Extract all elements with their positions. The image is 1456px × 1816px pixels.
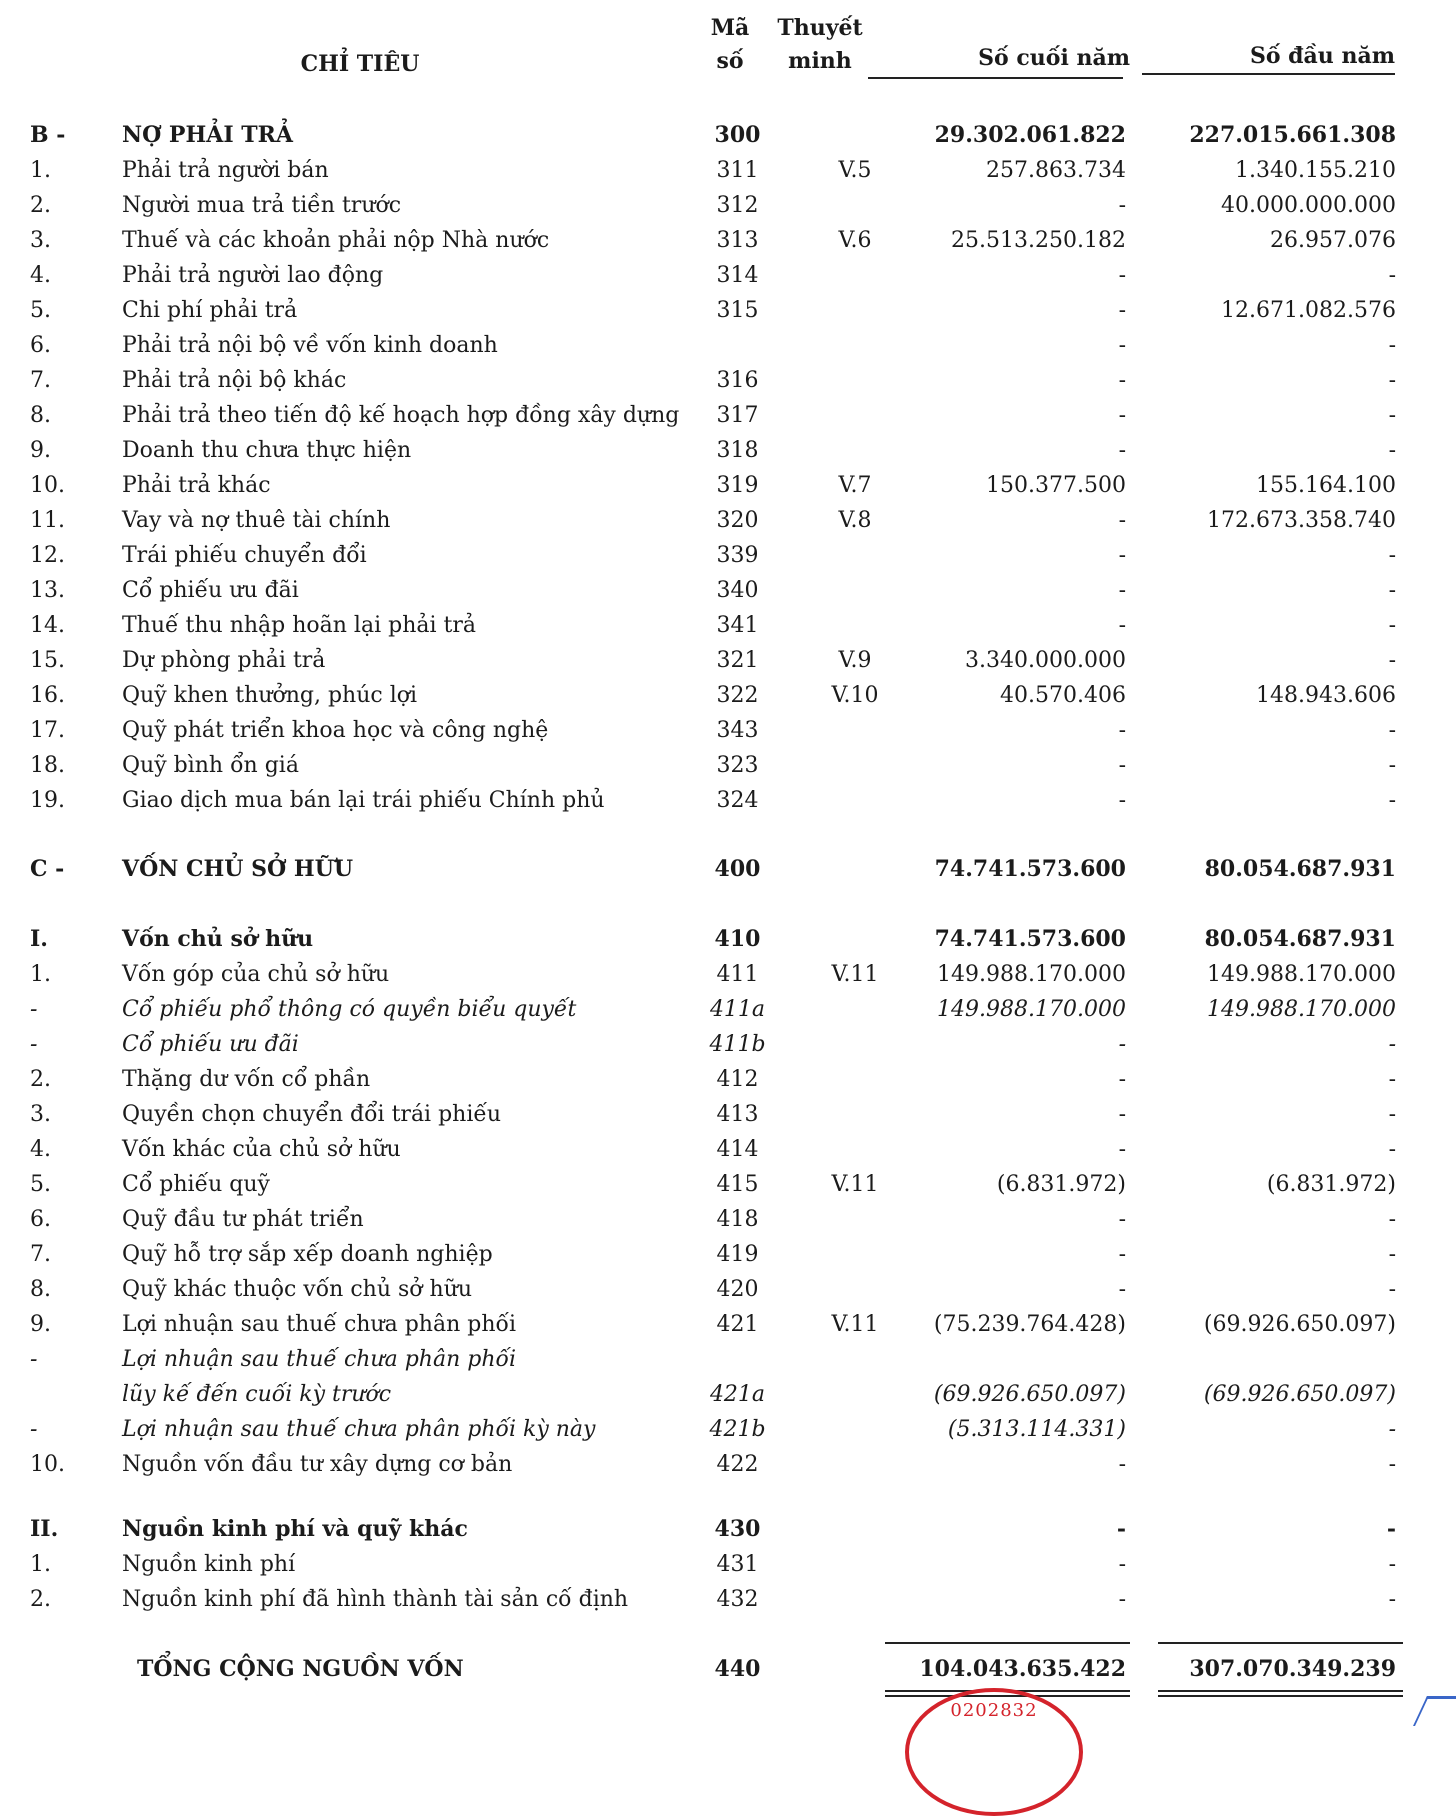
row-code: 314 (716, 263, 759, 288)
company-stamp (905, 1688, 1083, 1816)
row-number: C - (30, 856, 65, 882)
row-code: 317 (716, 403, 759, 428)
row-number: 3. (30, 228, 51, 253)
row-begin-value: - (1388, 613, 1396, 638)
row-begin-value: 172.673.358.740 (1207, 508, 1396, 533)
table-row (0, 363, 1456, 398)
row-number: 8. (30, 1277, 51, 1302)
table-row (0, 783, 1456, 818)
row-label: Doanh thu chưa thực hiện (122, 438, 412, 463)
row-number: 13. (30, 578, 65, 603)
row-end-value: (6.831.972) (996, 1172, 1126, 1197)
row-end-value: 40.570.406 (1000, 683, 1126, 708)
row-code: 414 (716, 1137, 759, 1162)
row-begin-value: 26.957.076 (1270, 228, 1396, 253)
row-begin-value: - (1388, 1032, 1396, 1057)
table-row (0, 1097, 1456, 1132)
row-end-value: - (1116, 1516, 1126, 1542)
table-row (0, 852, 1456, 887)
row-code: 339 (716, 543, 759, 568)
row-end-value: - (1118, 1137, 1126, 1162)
row-code: 319 (716, 473, 759, 498)
row-code: 415 (716, 1172, 759, 1197)
row-code: 315 (716, 298, 759, 323)
table-row (0, 1132, 1456, 1167)
row-label: Lợi nhuận sau thuế chưa phân phối (122, 1312, 516, 1337)
row-end-value: - (1118, 1587, 1126, 1612)
row-code: 419 (716, 1242, 759, 1267)
header-end-underline (868, 77, 1123, 79)
row-number: - (30, 1032, 38, 1057)
table-row (0, 1062, 1456, 1097)
row-code: 300 (714, 122, 761, 148)
row-end-value: - (1118, 508, 1126, 533)
row-label: Quỹ đầu tư phát triển (122, 1207, 364, 1232)
row-begin-value: 149.988.170.000 (1207, 962, 1396, 987)
row-code: 322 (716, 683, 759, 708)
row-number: 4. (30, 1137, 51, 1162)
table-row (0, 118, 1456, 153)
row-label: Cổ phiếu ưu đãi (122, 578, 299, 603)
row-code: 420 (716, 1277, 759, 1302)
row-label: Cổ phiếu phổ thông có quyền biểu quyết (122, 997, 577, 1022)
row-label: Thặng dư vốn cổ phần (122, 1067, 371, 1092)
table-row (0, 1652, 1456, 1687)
row-number: 10. (30, 1452, 65, 1477)
row-begin-value: - (1388, 1067, 1396, 1092)
row-number: 10. (30, 473, 65, 498)
table-row (0, 1412, 1456, 1447)
row-begin-value: - (1386, 1516, 1396, 1542)
row-number: - (30, 1417, 38, 1442)
table-row (0, 433, 1456, 468)
row-code: 431 (716, 1552, 759, 1577)
row-begin-value: - (1388, 1587, 1396, 1612)
row-end-value: - (1118, 543, 1126, 568)
row-begin-value: - (1388, 333, 1396, 358)
row-label: Vay và nợ thuê tài chính (122, 508, 391, 533)
row-end-value: - (1118, 403, 1126, 428)
table-row (0, 1272, 1456, 1307)
row-number: 5. (30, 298, 51, 323)
row-end-value: - (1118, 613, 1126, 638)
table-row (0, 1202, 1456, 1237)
row-begin-value: (69.926.650.097) (1203, 1382, 1396, 1407)
row-label: Dự phòng phải trả (122, 648, 326, 673)
row-label: Cổ phiếu ưu đãi (122, 1032, 299, 1057)
row-label: Nguồn kinh phí (122, 1552, 296, 1577)
table-row (0, 223, 1456, 258)
table-row (0, 1377, 1456, 1412)
row-code: 430 (714, 1516, 761, 1542)
row-code: 320 (716, 508, 759, 533)
row-number: 8. (30, 403, 51, 428)
total-top-rule-end (885, 1642, 1130, 1644)
total-double-rule-begin (1158, 1690, 1403, 1697)
row-begin-value: 80.054.687.931 (1204, 856, 1396, 882)
row-code: 422 (716, 1452, 759, 1477)
row-end-value: - (1118, 1207, 1126, 1232)
row-code: 411a (709, 997, 766, 1022)
table-row (0, 1582, 1456, 1617)
row-label: Quỹ khác thuộc vốn chủ sở hữu (122, 1277, 473, 1302)
row-number: 9. (30, 1312, 51, 1337)
row-begin-value: - (1388, 438, 1396, 463)
row-begin-value: 1.340.155.210 (1235, 158, 1396, 183)
header-begin-underline (1142, 73, 1395, 75)
row-code: 321 (716, 648, 759, 673)
row-code: 421b (709, 1417, 766, 1442)
row-code: 410 (714, 926, 761, 952)
row-label: Phải trả nội bộ khác (122, 368, 347, 393)
row-label: Vốn góp của chủ sở hữu (122, 962, 390, 987)
row-end-value: - (1118, 298, 1126, 323)
total-top-rule-begin (1158, 1642, 1403, 1644)
row-number: - (30, 997, 38, 1022)
row-end-value: - (1118, 1242, 1126, 1267)
row-number: 16. (30, 683, 65, 708)
row-begin-value: - (1388, 1552, 1396, 1577)
row-code: 400 (714, 856, 761, 882)
row-code: 340 (716, 578, 759, 603)
row-label: Quỹ phát triển khoa học và công nghệ (122, 718, 549, 743)
row-label: Cổ phiếu quỹ (122, 1172, 270, 1197)
table-row (0, 328, 1456, 363)
table-row (0, 1237, 1456, 1272)
row-label: Trái phiếu chuyển đổi (122, 543, 367, 568)
row-number: 17. (30, 718, 65, 743)
row-number: 7. (30, 1242, 51, 1267)
row-label: Phải trả người bán (122, 158, 329, 183)
row-begin-value: - (1388, 368, 1396, 393)
row-begin-value: 149.988.170.000 (1207, 997, 1396, 1022)
row-end-value: - (1118, 193, 1126, 218)
table-row (0, 398, 1456, 433)
row-number: 6. (30, 333, 51, 358)
row-number: 2. (30, 1587, 51, 1612)
row-note: V.5 (838, 158, 872, 183)
table-row (0, 1512, 1456, 1547)
row-label: Chi phí phải trả (122, 298, 298, 323)
row-end-value: - (1118, 1067, 1126, 1092)
row-begin-value: - (1388, 1417, 1396, 1442)
row-label: Người mua trả tiền trước (122, 193, 402, 218)
row-end-value: - (1118, 1102, 1126, 1127)
row-begin-value: (69.926.650.097) (1203, 1312, 1396, 1337)
row-begin-value: 12.671.082.576 (1221, 298, 1396, 323)
row-code: 311 (716, 158, 759, 183)
row-code: 418 (716, 1207, 759, 1232)
row-end-value: 149.988.170.000 (937, 997, 1126, 1022)
row-number: 7. (30, 368, 51, 393)
stamp-number: 0202832 (950, 1700, 1038, 1721)
row-begin-value: 80.054.687.931 (1204, 926, 1396, 952)
row-label: Nguồn vốn đầu tư xây dựng cơ bản (122, 1452, 513, 1477)
row-label: Quỹ khen thưởng, phúc lợi (122, 683, 418, 708)
row-code: 318 (716, 438, 759, 463)
row-begin-value: 227.015.661.308 (1189, 122, 1396, 148)
row-label: Nguồn kinh phí và quỹ khác (122, 1516, 468, 1542)
row-code: 324 (716, 788, 759, 813)
row-label: Lợi nhuận sau thuế chưa phân phối kỳ này (122, 1417, 596, 1442)
row-label: Quỹ bình ổn giá (122, 753, 299, 778)
row-begin-value: (6.831.972) (1266, 1172, 1396, 1197)
row-note: V.7 (838, 473, 872, 498)
row-code: 411 (716, 962, 759, 987)
row-note: V.10 (831, 683, 879, 708)
row-note: V.11 (831, 1172, 879, 1197)
row-end-value: 104.043.635.422 (919, 1656, 1126, 1682)
row-end-value: - (1118, 1032, 1126, 1057)
table-row (0, 1307, 1456, 1342)
row-note: V.8 (838, 508, 872, 533)
row-begin-value: - (1388, 1137, 1396, 1162)
table-row (0, 748, 1456, 783)
row-begin-value: - (1388, 1452, 1396, 1477)
header-note-line1: Thuyết (777, 15, 863, 41)
row-number: 5. (30, 1172, 51, 1197)
row-label: TỔNG CỘNG NGUỒN VỐN (137, 1656, 464, 1682)
row-end-value: - (1118, 1452, 1126, 1477)
row-begin-value: - (1388, 263, 1396, 288)
row-begin-value: - (1388, 648, 1396, 673)
row-code: 313 (716, 228, 759, 253)
row-end-value: - (1118, 578, 1126, 603)
row-begin-value: 148.943.606 (1256, 683, 1396, 708)
row-label: Thuế và các khoản phải nộp Nhà nước (122, 228, 550, 253)
row-label: Quyền chọn chuyển đổi trái phiếu (122, 1102, 502, 1127)
row-number: - (30, 1347, 38, 1372)
table-row (0, 1447, 1456, 1482)
header-beginning-of-year: Số đầu năm (1249, 43, 1395, 69)
row-label: Giao dịch mua bán lại trái phiếu Chính phủ (122, 788, 605, 813)
row-code: 440 (714, 1656, 761, 1682)
row-code: 312 (716, 193, 759, 218)
header-item: CHỈ TIÊU (300, 51, 420, 77)
row-end-value: - (1118, 1552, 1126, 1577)
row-label: Phải trả khác (122, 473, 271, 498)
table-row (0, 922, 1456, 957)
table-row (0, 643, 1456, 678)
table-row (0, 678, 1456, 713)
row-end-value: (75.239.764.428) (933, 1312, 1126, 1337)
row-number: 19. (30, 788, 65, 813)
row-label: Nguồn kinh phí đã hình thành tài sản cố định (122, 1587, 629, 1612)
row-begin-value: - (1388, 718, 1396, 743)
row-begin-value: - (1388, 403, 1396, 428)
row-end-value: - (1118, 438, 1126, 463)
row-number: 14. (30, 613, 65, 638)
row-number: 1. (30, 1552, 51, 1577)
row-label: Quỹ hỗ trợ sắp xếp doanh nghiệp (122, 1242, 493, 1267)
row-end-value: 29.302.061.822 (934, 122, 1126, 148)
row-end-value: - (1118, 788, 1126, 813)
row-end-value: - (1118, 753, 1126, 778)
table-row (0, 1027, 1456, 1062)
row-code: 316 (716, 368, 759, 393)
row-label: Phải trả nội bộ về vốn kinh doanh (122, 333, 498, 358)
row-code: 413 (716, 1102, 759, 1127)
row-label: lũy kế đến cuối kỳ trước (122, 1382, 392, 1407)
row-label: Lợi nhuận sau thuế chưa phân phối (122, 1347, 516, 1372)
row-end-value: 74.741.573.600 (934, 926, 1126, 952)
row-label: Phải trả theo tiến độ kế hoạch hợp đồng xây dựng (122, 403, 680, 428)
row-number: 9. (30, 438, 51, 463)
table-row (0, 468, 1456, 503)
row-number: 2. (30, 1067, 51, 1092)
header-note-line2: minh (788, 48, 852, 74)
row-code: 421 (716, 1312, 759, 1337)
row-number: 1. (30, 962, 51, 987)
row-begin-value: - (1388, 1242, 1396, 1267)
table-row (0, 573, 1456, 608)
header-code-line2: số (716, 48, 744, 74)
table-row (0, 957, 1456, 992)
signature-mark-icon (1413, 1696, 1456, 1726)
row-end-value: (69.926.650.097) (933, 1382, 1126, 1407)
row-begin-value: - (1388, 753, 1396, 778)
row-begin-value: - (1388, 1277, 1396, 1302)
table-row (0, 538, 1456, 573)
row-number: 12. (30, 543, 65, 568)
row-number: 1. (30, 158, 51, 183)
row-begin-value: - (1388, 578, 1396, 603)
table-row (0, 293, 1456, 328)
row-number: B - (30, 122, 66, 148)
row-begin-value: 155.164.100 (1256, 473, 1396, 498)
row-number: 18. (30, 753, 65, 778)
row-code: 412 (716, 1067, 759, 1092)
row-number: 3. (30, 1102, 51, 1127)
row-end-value: 3.340.000.000 (965, 648, 1126, 673)
header-end-of-year: Số cuối năm (978, 45, 1130, 71)
table-row (0, 1547, 1456, 1582)
row-code: 323 (716, 753, 759, 778)
row-note: V.11 (831, 1312, 879, 1337)
table-row (0, 713, 1456, 748)
row-code: 341 (716, 613, 759, 638)
row-code: 343 (716, 718, 759, 743)
row-end-value: - (1118, 333, 1126, 358)
row-number: 4. (30, 263, 51, 288)
row-end-value: - (1118, 368, 1126, 393)
row-begin-value: - (1388, 1207, 1396, 1232)
row-begin-value: - (1388, 1102, 1396, 1127)
row-number: 15. (30, 648, 65, 673)
header-code-line1: Mã (710, 15, 750, 41)
row-number: 11. (30, 508, 65, 533)
row-code: 432 (716, 1587, 759, 1612)
row-number: 6. (30, 1207, 51, 1232)
row-note: V.9 (838, 648, 872, 673)
row-begin-value: 307.070.349.239 (1189, 1656, 1396, 1682)
row-end-value: 149.988.170.000 (937, 962, 1126, 987)
row-number: II. (30, 1516, 59, 1542)
row-number: 2. (30, 193, 51, 218)
table-row (0, 1342, 1456, 1377)
table-row (0, 153, 1456, 188)
row-label: NỢ PHẢI TRẢ (122, 122, 294, 148)
table-row (0, 188, 1456, 223)
table-row (0, 992, 1456, 1027)
row-end-value: 150.377.500 (986, 473, 1126, 498)
row-label: Vốn chủ sở hữu (122, 926, 314, 952)
row-label: Vốn khác của chủ sở hữu (122, 1137, 401, 1162)
row-code: 421a (709, 1382, 766, 1407)
row-end-value: - (1118, 1277, 1126, 1302)
row-label: VỐN CHỦ SỞ HỮU (122, 856, 354, 882)
row-end-value: 74.741.573.600 (934, 856, 1126, 882)
row-end-value: (5.313.114.331) (947, 1417, 1126, 1442)
row-label: Phải trả người lao động (122, 263, 384, 288)
row-end-value: 25.513.250.182 (951, 228, 1126, 253)
row-end-value: - (1118, 718, 1126, 743)
row-end-value: - (1118, 263, 1126, 288)
row-end-value: 257.863.734 (986, 158, 1126, 183)
row-note: V.11 (831, 962, 879, 987)
row-begin-value: 40.000.000.000 (1221, 193, 1396, 218)
row-label: Thuế thu nhập hoãn lại phải trả (122, 613, 476, 638)
row-number: I. (30, 926, 48, 952)
table-row (0, 1167, 1456, 1202)
table-row (0, 258, 1456, 293)
row-code: 411b (709, 1032, 766, 1057)
table-row (0, 503, 1456, 538)
row-note: V.6 (838, 228, 872, 253)
row-begin-value: - (1388, 543, 1396, 568)
row-begin-value: - (1388, 788, 1396, 813)
table-row (0, 608, 1456, 643)
